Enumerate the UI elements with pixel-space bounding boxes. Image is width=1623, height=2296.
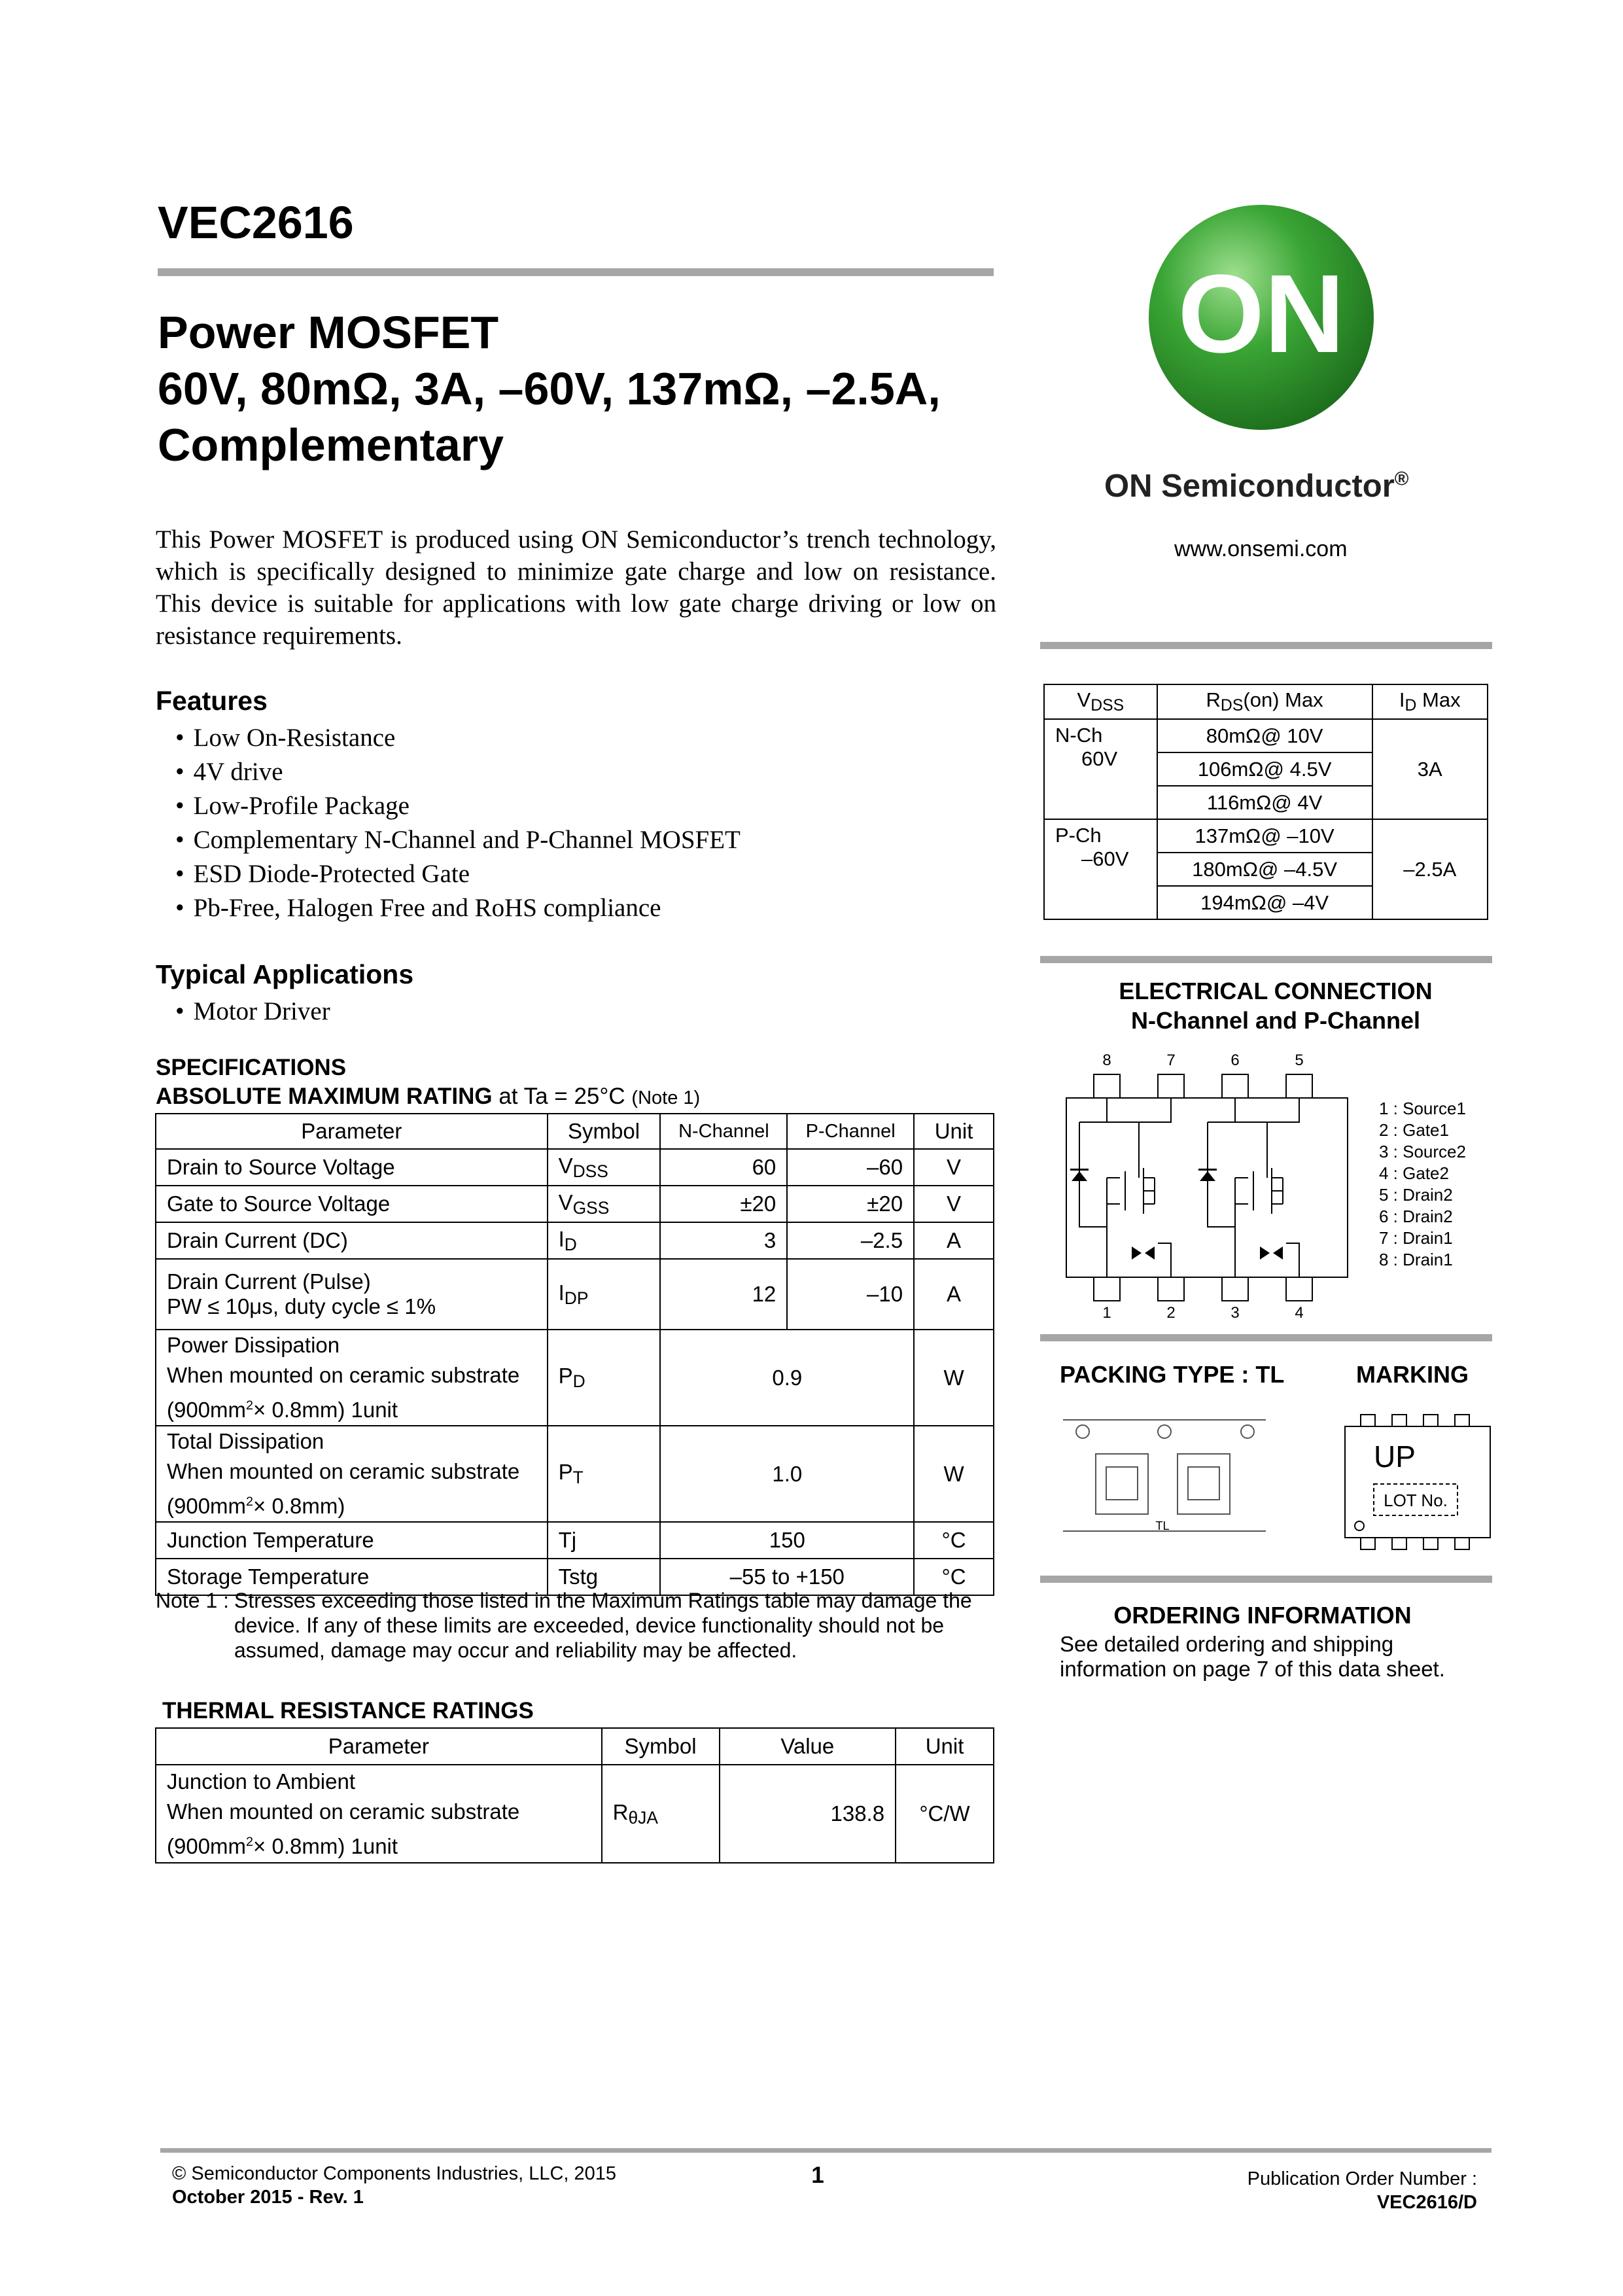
footer-divider xyxy=(160,2148,1492,2153)
svg-text:LOT No.: LOT No. xyxy=(1384,1491,1448,1510)
electrical-connection-diagram xyxy=(1060,1047,1354,1328)
note-label: Note 1 : xyxy=(156,1589,230,1612)
thermal-heading: THERMAL RESISTANCE RATINGS xyxy=(162,1698,534,1723)
table-header-row: Parameter Symbol Value Unit xyxy=(156,1728,994,1765)
table-row: 180mΩ@ –4.5V xyxy=(1044,853,1488,886)
applications-list xyxy=(175,995,330,1029)
thermal-table xyxy=(155,1727,994,1863)
table-row: 194mΩ@ –4V xyxy=(1044,886,1488,919)
company-name: ON Semiconductor® xyxy=(1104,468,1409,504)
header-divider xyxy=(158,268,994,276)
svg-text:TL: TL xyxy=(1155,1519,1170,1532)
marking-diagram xyxy=(1341,1413,1498,1551)
table-row: N-Ch 60V 80mΩ@ 10V 3A xyxy=(1044,719,1488,752)
intro-paragraph: This Power MOSFET is produced using ON Semiconductor’s trench technology, which is specifically designed to minimize gate charge and low on resistance. This device is suitable for applications with low gate charge driving or low on resistance requirements. xyxy=(156,525,996,650)
part-number: VEC2616 xyxy=(158,197,354,248)
table-row: Drain Current (Pulse) PW ≤ 10μs, duty cycle ≤ 1% $I_{DP}$ 12 –10 A xyxy=(156,1259,994,1330)
svg-text:6: 6 xyxy=(1230,1051,1240,1069)
summary-table xyxy=(1043,684,1488,920)
pin-legend: 1 : Source1 2 : Gate1 3 : Source2 4 : Gate2 5 : Drain2 6 : Drain2 7 : Drain1 8 : Drain1 xyxy=(1379,1099,1466,1269)
table-row: Total Dissipation When mounted on ceramic substrate $(900mm^2\times 0.8mm)$ $P_T$ 1.0 W xyxy=(156,1426,994,1522)
svg-text:UP: UP xyxy=(1374,1439,1416,1474)
packing-tape-diagram xyxy=(1063,1413,1272,1541)
list-item: • Low On-Resistance xyxy=(175,721,741,755)
svg-text:2: 2 xyxy=(1166,1304,1176,1322)
ordering-text: See detailed ordering and shipping information on page 7 of this data sheet. xyxy=(1060,1632,1445,1681)
on-semiconductor-logo xyxy=(1147,203,1376,432)
copyright: © Semiconductor Components Industries, LLC, 2015 October 2015 - Rev. 1 xyxy=(172,2163,617,2208)
table-row: P-Ch –60V 137mΩ@ –10V –2.5A xyxy=(1044,819,1488,853)
applications-heading: Typical Applications xyxy=(156,959,414,989)
table-header-row: $V_{DSS}$ $R_{DS}(on)$ Max $I_D$ Max xyxy=(1044,684,1488,719)
abs-max-heading: ABSOLUTE MAXIMUM RATING at Ta = 25°C (Note 1) xyxy=(156,1084,701,1109)
features-list xyxy=(175,721,741,925)
connection-heading: ELECTRICAL CONNECTION N-Channel and P-Channel xyxy=(1119,978,1433,1034)
svg-text:5: 5 xyxy=(1295,1051,1304,1069)
list-item: • Pb-Free, Halogen Free and RoHS compliance xyxy=(175,891,741,925)
divider xyxy=(1040,1334,1492,1341)
table-row: Drain to Source Voltage $V_{DSS}$ 60 –60 V xyxy=(156,1149,994,1186)
page-title: Power MOSFET 60V, 80mΩ, 3A, –60V, 137mΩ, –2.5A, Complementary xyxy=(158,307,941,470)
table-row: Gate to Source Voltage $V_{GSS}$ ±20 ±20 V xyxy=(156,1186,994,1222)
list-item: • Motor Driver xyxy=(175,995,330,1029)
ordering-heading: ORDERING INFORMATION xyxy=(1113,1602,1412,1629)
list-item: • Complementary N-Channel and P-Channel MOSFET xyxy=(175,823,741,857)
list-item: • 4V drive xyxy=(175,755,741,789)
divider xyxy=(1040,956,1492,963)
svg-text:1: 1 xyxy=(1102,1304,1111,1322)
abs-max-table xyxy=(155,1113,994,1596)
list-item: • ESD Diode-Protected Gate xyxy=(175,857,741,891)
table-header-row: Parameter Symbol N-Channel P-Channel Unit xyxy=(156,1114,994,1149)
page-number: 1 xyxy=(811,2163,824,2188)
table-row: Junction Temperature Tj 150 °C xyxy=(156,1522,994,1559)
table-row: Power Dissipation When mounted on ceramic substrate $(900mm^2\times 0.8mm)$ 1unit $P_D$ 0.9 W xyxy=(156,1330,994,1426)
packing-heading: PACKING TYPE : TL xyxy=(1060,1361,1285,1388)
divider xyxy=(1040,1576,1492,1583)
note-text: Stresses exceeding those listed in the Maximum Ratings table may damage the device. If any of these limits are exceeded, device functionality should not be assumed, damage may occur and reliability may be affected. xyxy=(234,1589,972,1662)
svg-text:ON: ON xyxy=(1178,252,1345,376)
svg-text:8: 8 xyxy=(1102,1051,1111,1069)
divider xyxy=(1040,642,1492,649)
svg-text:3: 3 xyxy=(1230,1304,1240,1322)
company-url[interactable]: www.onsemi.com xyxy=(1174,537,1348,561)
table-row: Drain Current (DC) $I_D$ 3 –2.5 A xyxy=(156,1222,994,1259)
table-row: Storage Temperature Tstg –55 to +150 °C xyxy=(156,1559,994,1595)
features-heading: Features xyxy=(156,686,268,716)
publication-number: Publication Order Number : VEC2616/D xyxy=(1247,2168,1477,2213)
marking-heading: MARKING xyxy=(1356,1361,1469,1388)
table-row: Junction to Ambient When mounted on ceramic substrate $(900mm^2\times 0.8mm)$ 1unit $R_{\theta JA}$ 138.8 °C/W xyxy=(156,1765,994,1863)
svg-text:7: 7 xyxy=(1166,1051,1176,1069)
list-item: • Low-Profile Package xyxy=(175,789,741,823)
svg-text:4: 4 xyxy=(1295,1304,1304,1322)
specifications-heading: SPECIFICATIONS xyxy=(156,1055,347,1080)
table-row: 116mΩ@ 4V xyxy=(1044,786,1488,819)
table-row: 106mΩ@ 4.5V xyxy=(1044,752,1488,786)
